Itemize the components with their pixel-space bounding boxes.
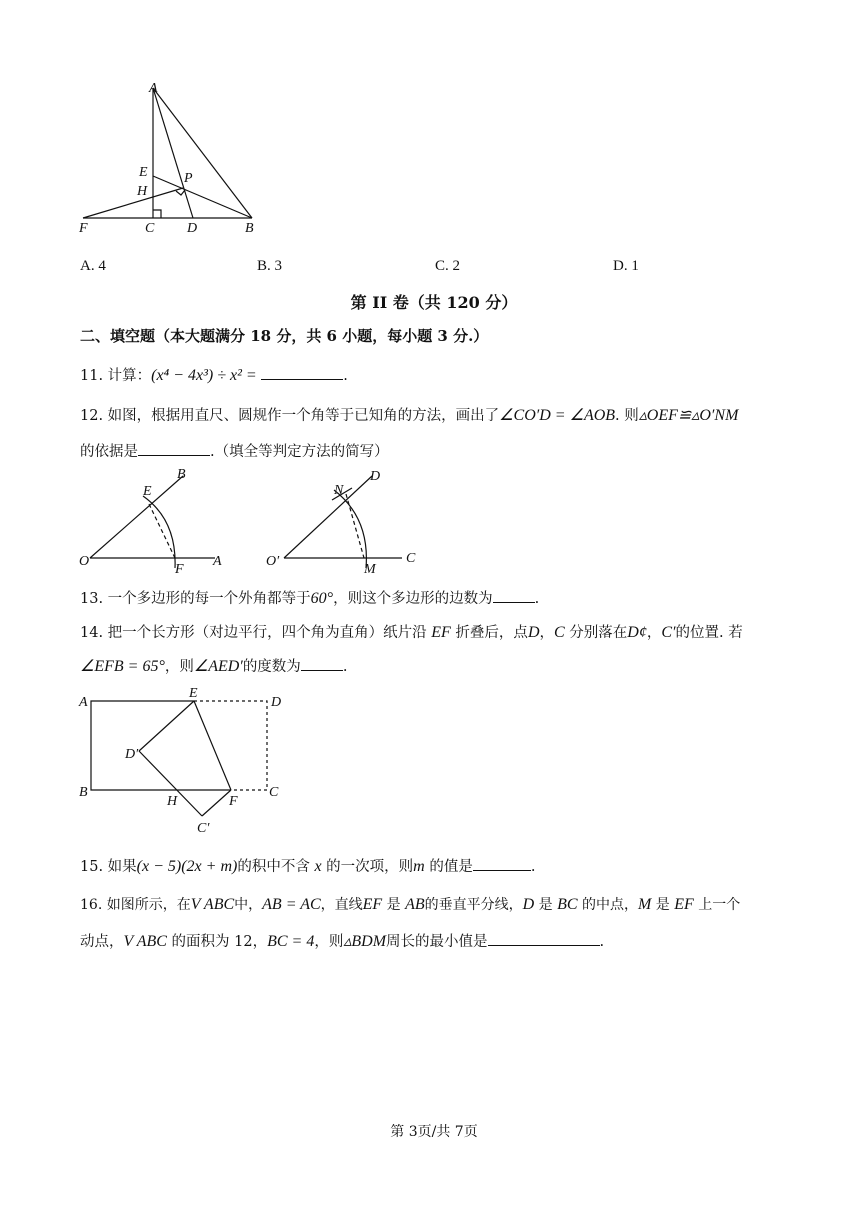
q16-text-e: 的垂直平分线， (424, 897, 523, 913)
option-d: D. 1 (613, 258, 639, 274)
q16-tri-bdm: ▵BDM (343, 933, 387, 950)
q16-tri: V ABC (190, 896, 235, 913)
q13-end: . (534, 591, 540, 607)
q13-text-a: 13. 一个多边形的每一个外角都等于 (80, 591, 311, 607)
fig10-triangle-diagram (75, 78, 265, 238)
option-c: C. 2 (435, 258, 461, 274)
option-a: A. 4 (80, 258, 106, 274)
q15-m: m (413, 858, 425, 875)
q16-m: M (638, 896, 652, 913)
q14-text-b: 折叠后，点 (455, 625, 528, 641)
q14-comma2: ， (646, 625, 662, 641)
fig12r-label-d: D (370, 469, 381, 484)
q12-congruence-expr: ▵OEF≌▵O′NM (638, 407, 739, 424)
fig14-label-f: F (229, 794, 238, 809)
q14-angle-aed: ∠AED′ (193, 658, 243, 675)
q14-text-a: 14. 把一个长方形（对边平行，四个角为直角）纸片沿 (80, 625, 427, 641)
fig10-label-e: E (139, 165, 148, 180)
question-14-line2 (80, 655, 347, 676)
q15-end: . (530, 859, 536, 875)
q13-text-b: ，则这个多边形的边数为 (333, 591, 493, 607)
q15-answer-blank[interactable] (473, 856, 531, 871)
fig14-label-c: C (269, 785, 279, 800)
fig10-label-f: F (79, 221, 88, 236)
fig14-label-d: D (271, 695, 282, 710)
fig12r-label-c: C (406, 551, 416, 566)
q16-text-b: 中， (234, 897, 263, 913)
fig10-label-c: C (145, 221, 155, 236)
q15-text-c: 的一次项，则 (326, 859, 414, 875)
q15-text-a: 15. 如果 (80, 859, 137, 875)
q12-text-d: .（填全等判定方法的简写） (210, 444, 389, 460)
fig14-label-cprime: C′ (197, 821, 210, 836)
q16-text-f: 是 (538, 897, 553, 913)
fig10-label-h: H (137, 184, 148, 199)
q14-answer-blank[interactable] (301, 656, 343, 671)
q14-d: D (527, 624, 540, 641)
q14-ef: EF (431, 624, 451, 641)
fig12l-label-o: O (79, 554, 90, 569)
q14-text-g: 的位置. 若 (675, 625, 743, 641)
q16-text-j: 动点， (80, 934, 124, 950)
q15-expression: (x − 5)(2x + m) (136, 858, 238, 875)
question-13 (80, 587, 539, 608)
q13-answer-blank[interactable] (493, 588, 535, 603)
fig14-folded-rectangle (75, 688, 295, 838)
part2-heading: 二、填空题（本大题满分 18 分，共 6 小题，每小题 3 分.） (80, 327, 489, 345)
q11-expression: (x⁴ − 4x³) ÷ x² = (151, 367, 257, 384)
q16-text-i: 上一个 (698, 897, 741, 913)
q14-text-e: 分别落在 (569, 625, 628, 641)
fig14-label-dprime: D′ (125, 747, 139, 762)
question-12-line2 (80, 440, 389, 461)
q14-end: . (342, 659, 348, 675)
q16-end: . (599, 934, 605, 950)
section2-title: 第 II 卷（共 120 分） (350, 293, 518, 312)
q15-x: x (314, 858, 322, 875)
q14-cprime: C′ (661, 624, 676, 641)
fig14-label-b: B (79, 785, 88, 800)
q14-c: C (554, 624, 565, 641)
q16-text-a: 16. 如图所示，在 (80, 897, 191, 913)
page-footer: 第 3页/共 7页 (390, 1124, 478, 1140)
question-16-line1 (80, 894, 740, 914)
q12-angle-expr: ∠CO′D = ∠AOB (499, 407, 616, 424)
q14-text-i: 的度数为 (242, 659, 301, 675)
q16-answer-blank[interactable] (488, 931, 600, 946)
option-b: B. 3 (257, 258, 283, 274)
q12-text-a: 12. 如图，根据用直尺、圆规作一个角等于已知角的方法，画出了 (80, 408, 500, 424)
question-11 (80, 364, 348, 385)
fig10-label-b: B (245, 221, 254, 236)
fig10-label-a: A (149, 81, 158, 96)
fig12r-label-o: O′ (266, 554, 280, 569)
q14-comma: ， (539, 625, 554, 641)
q16-bc: BC (557, 896, 578, 913)
question-16-line2 (80, 930, 604, 951)
q12-text-c: 的依据是 (80, 444, 138, 460)
q16-ef: EF (362, 896, 383, 913)
q16-text-d: 是 (386, 897, 401, 913)
q14-angle-efb: ∠EFB = 65° (80, 658, 165, 675)
fig14-label-a: A (79, 695, 88, 710)
q16-text-k: 的面积为 12， (171, 934, 268, 950)
q16-ab: AB (405, 896, 425, 913)
q16-d: D (522, 896, 535, 913)
q12-answer-blank[interactable] (138, 441, 210, 456)
q16-tri2: V ABC (123, 933, 167, 950)
fig14-label-h: H (167, 794, 178, 809)
q16-text-g: 的中点， (582, 897, 639, 913)
q14-dprime: D¢ (627, 624, 647, 641)
fig10-label-d: D (187, 221, 198, 236)
fig12r-label-n: N (334, 483, 344, 498)
fig10-label-p: P (184, 171, 193, 186)
q12-text-b: . 则 (615, 408, 639, 424)
q16-text-h: 是 (655, 897, 670, 913)
q15-text-d: 的值是 (429, 859, 473, 875)
q16-text-c: ，直线 (320, 897, 363, 913)
fig12-left-angle (75, 462, 235, 577)
fig14-label-e: E (189, 688, 198, 701)
fig12l-label-a: A (213, 554, 222, 569)
q11-answer-blank[interactable] (261, 365, 343, 380)
q16-bc-eq: BC = 4 (267, 933, 315, 950)
fig12l-label-b: B (177, 467, 186, 482)
question-15 (80, 855, 535, 876)
question-12-line1 (80, 404, 738, 425)
q16-text-m: 周长的最小值是 (386, 934, 488, 950)
q13-value: 60° (310, 590, 334, 607)
fig12l-label-e: E (143, 484, 152, 499)
q16-text-l: ，则 (314, 934, 344, 950)
q11-number: 11. 计算： (80, 368, 152, 384)
q16-eq: AB = AC (262, 896, 321, 913)
q15-text-b: 的积中不含 (237, 859, 310, 875)
q14-text-h: ，则 (164, 659, 194, 675)
fig12l-label-f: F (175, 562, 184, 577)
q16-ef2: EF (674, 896, 694, 913)
q11-end: . (343, 368, 348, 384)
fig12r-label-m: M (364, 562, 376, 577)
question-14-line1 (80, 621, 743, 642)
fig12-right-angle (262, 462, 432, 577)
